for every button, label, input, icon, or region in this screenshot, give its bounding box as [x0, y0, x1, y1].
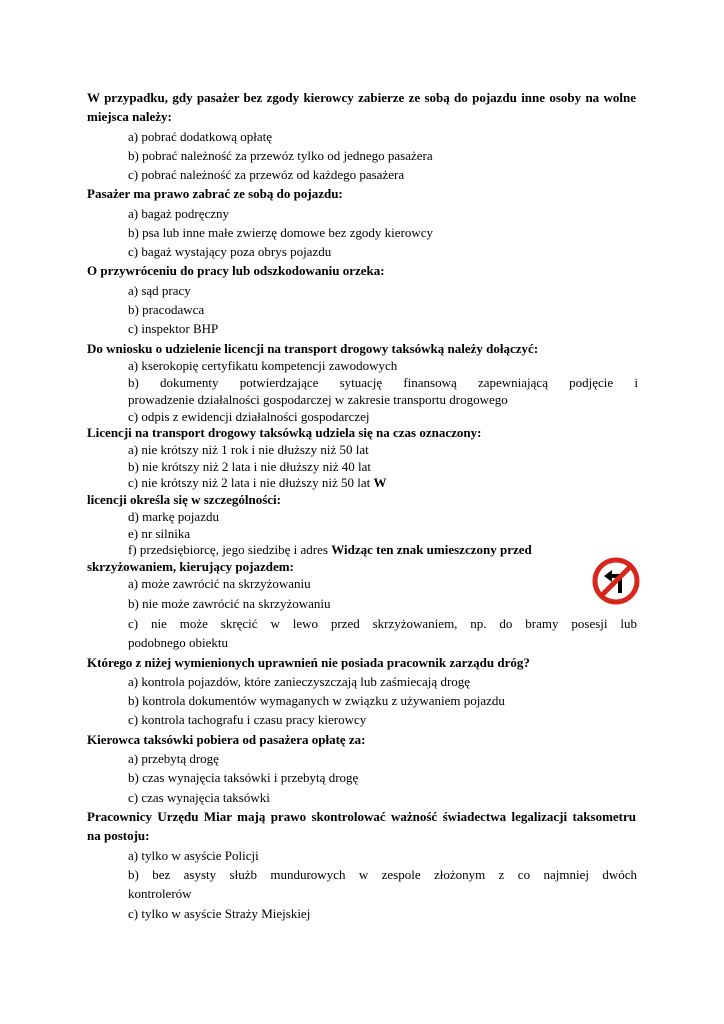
answer-10b-line-2: kontrolerów	[128, 886, 192, 901]
question-4: Do wniosku o udzielenie licencji na transport drogowy taksówką należy dołączyć:	[87, 341, 539, 356]
question-6: licencji określa się w szczególności:	[87, 492, 281, 507]
answer-5c: c) nie krótszy niż 2 lata i nie dłuższy niż 50 lat W	[128, 475, 387, 490]
answer-8a: a) kontrola pojazdów, które zanieczyszczają lub zaśmiecają drogę	[128, 674, 471, 689]
inline-bold-question-start: Widząc ten znak umieszczony przed	[331, 542, 532, 557]
answer-9a: a) przebytą drogę	[128, 751, 219, 766]
question-7: skrzyżowaniem, kierujący pojazdem:	[87, 559, 294, 574]
question-3: O przywróceniu do pracy lub odszkodowaniu orzeka:	[87, 263, 385, 278]
answer-6d: d) markę pojazdu	[128, 509, 219, 524]
answer-7c-line-2: podobnego obiektu	[128, 635, 229, 650]
answer-8c: c) kontrola tachografu i czasu pracy kierowcy	[128, 712, 367, 727]
question-2: Pasażer ma prawo zabrać ze sobą do pojazdu:	[87, 186, 343, 201]
question-5: Licencji na transport drogowy taksówką udziela się na czas oznaczony:	[87, 425, 482, 440]
answer-9b: b) czas wynajęcia taksówki i przebytą drogę	[128, 770, 359, 785]
answer-2a: a) bagaż podręczny	[128, 206, 230, 221]
answer-3b: b) pracodawca	[128, 302, 205, 317]
answer-4c: c) odpis z ewidencji działalności gospodarczej	[128, 409, 370, 424]
answer-6e: e) nr silnika	[128, 526, 191, 541]
answer-4a: a) kserokopię certyfikatu kompetencji zawodowych	[128, 358, 398, 373]
answer-1a: a) pobrać dodatkową opłatę	[128, 129, 273, 144]
question-1-line-1: W przypadku, gdy pasażer bez zgody kierowcy zabierze ze sobą do pojazdu inne osoby na wolne	[87, 90, 636, 105]
answer-1c: c) pobrać należność za przewóz od każdego pasażera	[128, 167, 405, 182]
answer-3c: c) inspektor BHP	[128, 321, 219, 336]
answer-4b-line-1: b) dokumenty potwierdzające sytuację finansową zapewniającą podjęcie i	[128, 375, 638, 390]
question-10-line-1: Pracownicy Urzędu Miar mają prawo skontrolować ważność świadectwa legalizacji taksometru	[87, 809, 636, 824]
answer-5a: a) nie krótszy niż 1 rok i nie dłuższy niż 50 lat	[128, 442, 369, 457]
answer-9c: c) czas wynajęcia taksówki	[128, 790, 270, 805]
answer-6f: f) przedsiębiorcę, jego siedzibę i adres Widząc ten znak umieszczony przed	[128, 542, 532, 557]
no-left-turn-sign-icon	[591, 556, 641, 606]
answer-10a: a) tylko w asyście Policji	[128, 848, 259, 863]
answer-7c-line-1: c) nie może skręcić w lewo przed skrzyżowaniem, np. do bramy posesji lub	[128, 616, 637, 631]
question-10-line-2: na postoju:	[87, 828, 150, 843]
question-9: Kierowca taksówki pobiera od pasażera opłatę za:	[87, 732, 366, 747]
answer-7b: b) nie może zawrócić na skrzyżowaniu	[128, 596, 331, 611]
answer-2b: b) psa lub inne małe zwierzę domowe bez zgody kierowcy	[128, 225, 434, 240]
answer-8b: b) kontrola dokumentów wymaganych w związku z używaniem pojazdu	[128, 693, 505, 708]
answer-2c: c) bagaż wystający poza obrys pojazdu	[128, 244, 332, 259]
answer-7a: a) może zawrócić na skrzyżowaniu	[128, 576, 311, 591]
answer-4b-line-2: prowadzenie działalności gospodarczej w zakresie transportu drogowego	[128, 392, 508, 407]
inline-bold-w: W	[373, 475, 387, 490]
answer-10b-line-1: b) bez asysty służb mundurowych w zespole złożonym z co najmniej dwóch	[128, 867, 637, 882]
answer-1b: b) pobrać należność za przewóz tylko od jednego pasażera	[128, 148, 433, 163]
answer-10c: c) tylko w asyście Straży Miejskiej	[128, 906, 311, 921]
question-1-line-2: miejsca należy:	[87, 109, 172, 124]
answer-3a: a) sąd pracy	[128, 283, 191, 298]
answer-5b: b) nie krótszy niż 2 lata i nie dłuższy niż 40 lat	[128, 459, 371, 474]
question-8: Którego z niżej wymienionych uprawnień nie posiada pracownik zarządu dróg?	[87, 655, 530, 670]
